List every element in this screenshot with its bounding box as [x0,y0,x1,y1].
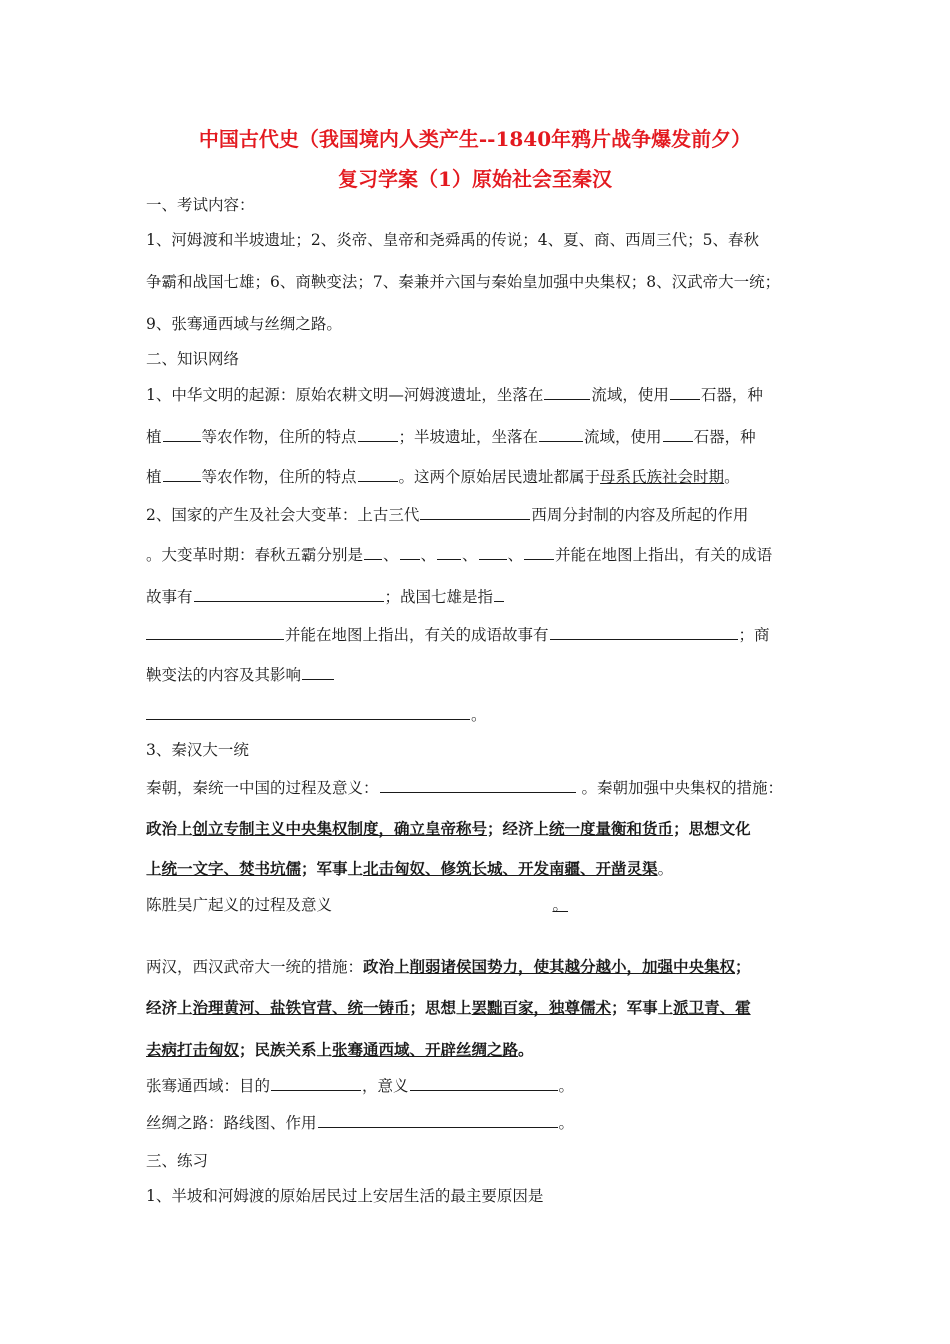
fill-blank[interactable] [194,586,384,603]
fill-blank[interactable] [479,544,507,561]
fill-blank[interactable] [380,777,576,794]
fill-blank[interactable] [358,466,398,483]
paragraph-line: 植 等农作物，住所的特点 ；半坡遗址，坐落在 流域，使用 石器，种 [146,425,814,447]
paragraph-line: 并能在地图上指出，有关的成语故事有 ；商 [146,623,814,645]
fill-blank[interactable] [400,544,420,561]
fill-blank[interactable] [550,624,738,641]
paragraph-line: 。大变革时期：春秋五霸分别是 、 、 、 、 并能在地图上指出，有关的成语 [146,543,814,565]
paragraph-line: 秦朝，秦统一中国的过程及意义： 。秦朝加强中央集权的措施： [146,776,814,798]
paragraph-line: 经济上治理黄河、盐铁官营、统一铸币；思想上罢黜百家，独尊儒术；军事上派卫青、霍 [146,998,751,1017]
fill-blank[interactable] [544,384,590,401]
paragraph-line: 政治上创立专制主义中央集权制度，确立皇帝称号；经济上统一度量衡和货币；思想文化 [146,819,751,838]
paragraph-line: 张骞通西域：目的 ，意义 。 [146,1074,814,1096]
section1-line: 9、张骞通西域与丝绸之路。 [146,315,342,333]
paragraph-line: 1、中华文明的起源：原始农耕文明—河姆渡遗址，坐落在 流域，使用 石器，种 [146,383,814,405]
section1-line: 1、河姆渡和半坡遗址；2、炎帝、皇帝和尧舜禹的传说；4、夏、商、西周三代；5、春秋 [146,231,759,249]
fill-blank[interactable] [302,664,334,681]
paragraph-line: 丝绸之路：路线图、作用 。 [146,1111,814,1133]
doc-subtitle: 复习学案（1）原始社会至秦汉 [338,167,612,191]
section1-heading: 一、考试内容： [146,196,255,214]
paragraph-line: 陈胜吴广起义的过程及意义 。 [146,893,814,915]
paragraph-line: 去病打击匈奴；民族关系上张骞通西域、开辟丝绸之路。 [146,1040,534,1059]
fill-blank[interactable] [420,504,530,521]
paragraph-line: 故事有 ；战国七雄是指 [146,585,814,607]
question-line: 1、半坡和河姆渡的原始居民过上安居生活的最主要原因是 [146,1187,544,1205]
paragraph-line: 植 等农作物，住所的特点 。这两个原始居民遗址都属于母系氏族社会时期。 [146,465,814,487]
fill-blank[interactable] [318,1112,558,1129]
fill-blank[interactable] [524,544,554,561]
doc-title: 中国古代史（我国境内人类产生--1840年鸦片战争爆发前夕） [198,127,752,151]
fill-blank[interactable] [163,466,201,483]
fill-blank[interactable] [437,544,461,561]
paragraph-line: 上统一文字、焚书坑儒；军事上北击匈奴、修筑长城、开发南疆、开凿灵渠。 [146,859,674,878]
section2-heading: 二、知识网络 [146,350,240,368]
paragraph-line: 2、国家的产生及社会大变革：上古三代 西周分封制的内容及所起的作用 [146,503,814,525]
fill-blank[interactable] [146,624,284,641]
paragraph-line: 鞅变法的内容及其影响 [146,663,814,685]
fill-blank[interactable] [670,384,700,401]
fill-blank[interactable] [663,426,693,443]
fill-blank[interactable] [146,704,470,721]
fill-blank[interactable] [364,544,382,561]
paragraph-line: 。 [146,703,814,725]
fill-blank[interactable] [410,1075,558,1092]
fill-blank[interactable] [358,426,398,443]
fill-blank[interactable] [163,426,201,443]
section1-line: 争霸和战国七雄；6、商鞅变法；7、秦兼并六国与秦始皇加强中央集权；8、汉武帝大一统； [146,273,781,291]
fill-blank[interactable] [494,586,504,603]
subsection-heading: 3、秦汉大一统 [146,741,249,759]
fill-blank[interactable]: 。 [552,896,569,914]
paragraph-line: 两汉，西汉武帝大一统的措施：政治上削弱诸侯国势力，使其越分越小，加强中央集权； [146,957,751,976]
section3-heading: 三、练习 [146,1152,209,1170]
fill-blank[interactable] [539,426,583,443]
fill-blank[interactable] [271,1075,361,1092]
